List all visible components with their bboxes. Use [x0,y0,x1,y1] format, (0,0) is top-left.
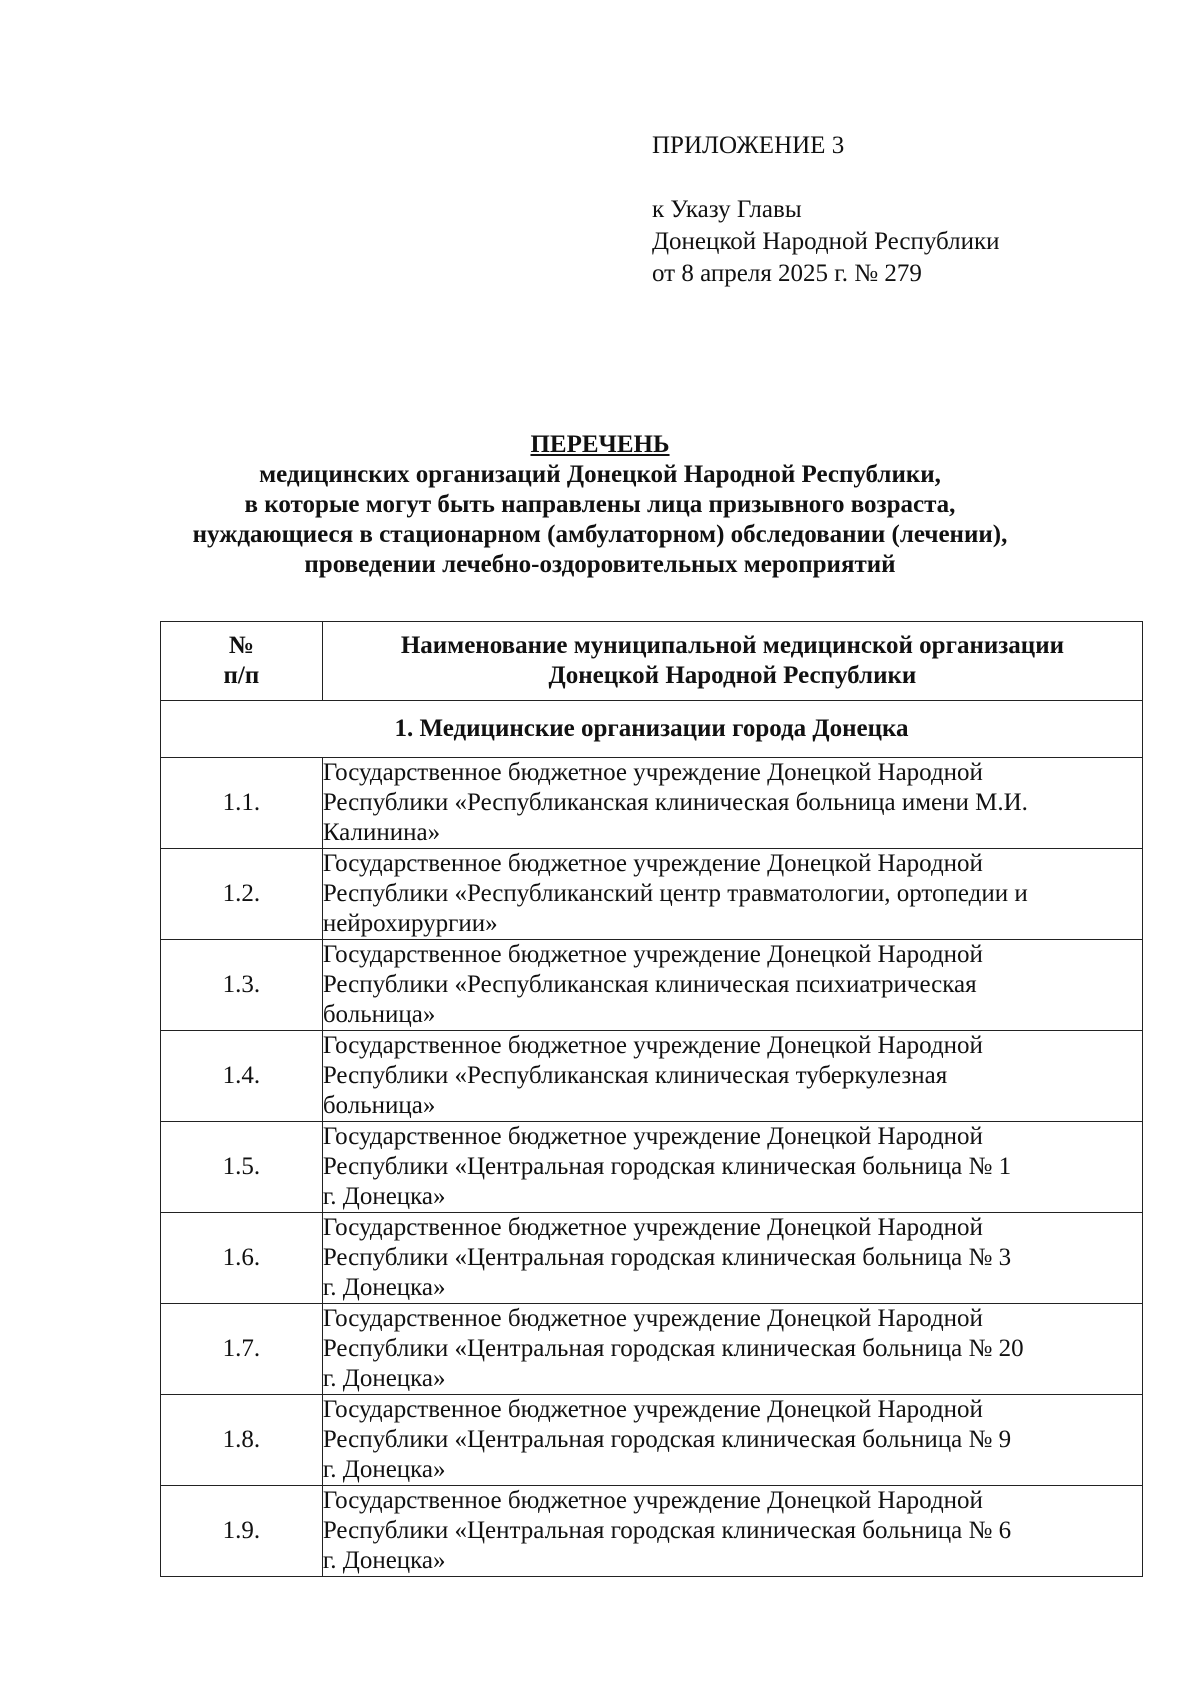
organization-name-line-1: Государственное бюджетное учреждение Донецкой Народной [322,941,983,968]
organization-name-line-1: Государственное бюджетное учреждение Донецкой Народной [322,1123,983,1150]
organization-name-line-3: больница» [322,1001,436,1028]
header-number-line-1: № [228,632,254,659]
header-name-line-2: Донецкой Народной Республики [548,662,917,689]
organization-name-line-3: г. Донецка» [322,1365,446,1392]
row-number: 1.3. [161,940,323,1031]
row-organization-name [322,1213,1142,1304]
row-organization-name [322,849,1142,940]
appendix-line-1: к Указу Главы [652,196,802,223]
row-number: 1.1. [161,758,323,849]
organization-name-line-2: Республики «Республиканский центр травматологии, ортопедии и [322,880,1028,907]
appendix-line-3: от 8 апреля 2025 г. № 279 [652,260,922,287]
organization-name-line-3: г. Донецка» [322,1547,446,1574]
row-organization-name [322,758,1142,849]
table-row [161,849,1143,940]
row-number: 1.2. [161,849,323,940]
organization-name-line-3: нейрохирургии» [322,910,498,937]
organization-name-line-2: Республики «Республиканская клиническая психиатрическая [322,971,977,998]
title-heading: ПЕРЕЧЕНЬ [530,431,670,458]
organization-name-line-2: Республики «Центральная городская клиническая больница № 9 [322,1426,1012,1453]
appendix-block [652,130,1000,290]
row-number: 1.4. [161,1031,323,1122]
organization-name-line-3: г. Донецка» [322,1183,446,1210]
table-row [161,1486,1143,1577]
title-line-2: в которые могут быть направлены лица призывного возраста, [244,491,956,518]
row-number: 1.6. [161,1213,323,1304]
document-title [150,430,1050,580]
row-number: 1.9. [161,1486,323,1577]
table-row [161,1304,1143,1395]
row-organization-name [322,940,1142,1031]
table-row [161,1122,1143,1213]
organization-name-line-3: Калинина» [322,819,441,846]
organization-name-line-2: Республики «Республиканская клиническая больница имени М.И. [322,789,1028,816]
section-row [161,701,1143,758]
section-title: 1. Медицинские организации города Донецка [161,701,1143,758]
organization-name-line-1: Государственное бюджетное учреждение Донецкой Народной [322,759,983,786]
title-line-4: проведении лечебно-оздоровительных мероприятий [304,551,896,578]
organization-name-line-1: Государственное бюджетное учреждение Донецкой Народной [322,1214,983,1241]
row-organization-name [322,1304,1142,1395]
organization-name-line-1: Государственное бюджетное учреждение Донецкой Народной [322,1487,983,1514]
organization-name-line-2: Республики «Центральная городская клиническая больница № 1 [322,1153,1012,1180]
table-row [161,1395,1143,1486]
organization-name-line-1: Государственное бюджетное учреждение Донецкой Народной [322,1396,983,1423]
table-body [161,758,1143,1577]
title-line-1: медицинских организаций Донецкой Народной Республики, [259,461,941,488]
table-header-row [161,622,1143,701]
organization-name-line-1: Государственное бюджетное учреждение Донецкой Народной [322,1032,983,1059]
row-organization-name [322,1486,1142,1577]
organization-name-line-1: Государственное бюджетное учреждение Донецкой Народной [322,1305,983,1332]
row-number: 1.5. [161,1122,323,1213]
organization-name-line-2: Республики «Центральная городская клиническая больница № 6 [322,1517,1012,1544]
row-number: 1.7. [161,1304,323,1395]
header-number [161,622,323,701]
organizations-table [160,621,1143,1577]
table-row [161,940,1143,1031]
appendix-label: ПРИЛОЖЕНИЕ 3 [652,132,845,159]
organization-name-line-2: Республики «Республиканская клиническая туберкулезная [322,1062,948,1089]
organization-name-line-3: больница» [322,1092,436,1119]
table-row [161,758,1143,849]
organization-name-line-1: Государственное бюджетное учреждение Донецкой Народной [322,850,983,877]
table-row [161,1031,1143,1122]
organization-name-line-3: г. Донецка» [322,1274,446,1301]
organization-name-line-2: Республики «Центральная городская клиническая больница № 3 [322,1244,1012,1271]
organization-name-line-2: Республики «Центральная городская клиническая больница № 20 [322,1335,1024,1362]
row-organization-name [322,1031,1142,1122]
title-line-3: нуждающиеся в стационарном (амбулаторном) обследовании (лечении), [192,521,1008,548]
organization-name-line-3: г. Донецка» [322,1456,446,1483]
header-name-line-1: Наименование муниципальной медицинской организации [400,632,1065,659]
row-number: 1.8. [161,1395,323,1486]
header-number-line-2: п/п [223,662,260,689]
table-row [161,1213,1143,1304]
appendix-line-2: Донецкой Народной Республики [652,228,1000,255]
row-organization-name [322,1395,1142,1486]
row-organization-name [322,1122,1142,1213]
header-name [322,622,1142,701]
